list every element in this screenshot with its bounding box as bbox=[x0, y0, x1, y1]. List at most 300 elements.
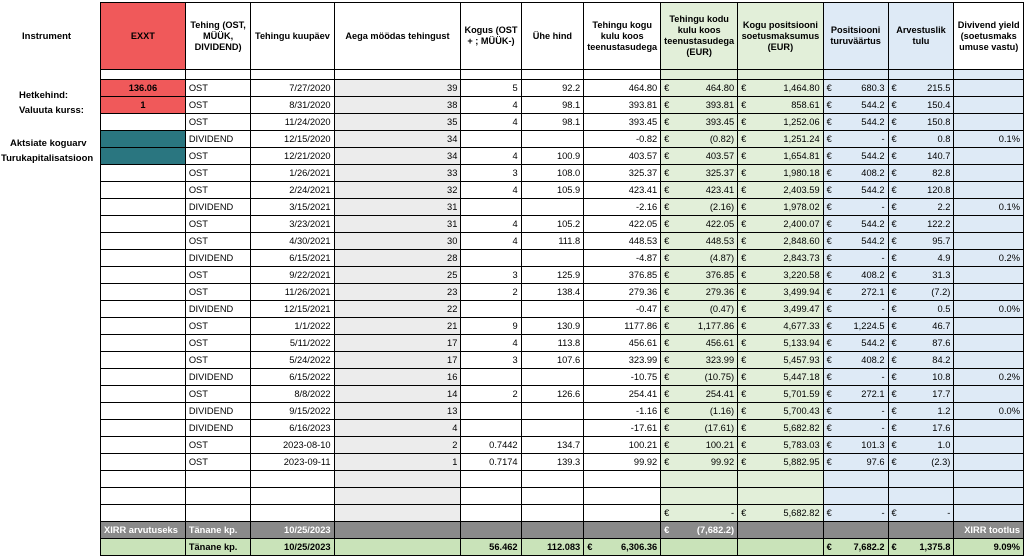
gain-cell[interactable] bbox=[888, 318, 954, 335]
qty-cell[interactable]: 4 bbox=[461, 114, 521, 131]
home-cost-cell[interactable] bbox=[661, 233, 738, 250]
empty-cell[interactable] bbox=[661, 471, 738, 488]
gain-cell[interactable] bbox=[888, 335, 954, 352]
type-cell[interactable]: DIVIDEND bbox=[185, 199, 251, 216]
position-cost-cell[interactable] bbox=[738, 199, 824, 216]
date-cell[interactable]: 5/24/2022 bbox=[251, 352, 334, 369]
empty-cell[interactable] bbox=[888, 522, 954, 539]
yield-cell[interactable] bbox=[954, 352, 1024, 369]
qty-cell[interactable] bbox=[461, 420, 521, 437]
type-cell[interactable]: OST bbox=[185, 386, 251, 403]
yield-cell[interactable] bbox=[954, 148, 1024, 165]
empty-cell[interactable] bbox=[334, 471, 461, 488]
date-cell[interactable]: 6/16/2023 bbox=[251, 420, 334, 437]
xirr-yield-cell[interactable]: 9.09% bbox=[954, 539, 1024, 556]
market-value-cell[interactable] bbox=[823, 505, 888, 522]
position-cost-cell[interactable] bbox=[738, 505, 824, 522]
date-cell[interactable]: 2023-09-11 bbox=[251, 454, 334, 471]
gain-cell[interactable] bbox=[888, 131, 954, 148]
gain-cell[interactable] bbox=[888, 386, 954, 403]
age-cell[interactable]: 32 bbox=[334, 182, 461, 199]
xirr-result-label[interactable]: XIRR tootlus bbox=[954, 522, 1024, 539]
position-cost-cell[interactable] bbox=[738, 250, 824, 267]
total-gain-cell[interactable] bbox=[888, 539, 954, 556]
home-cost-cell[interactable] bbox=[661, 301, 738, 318]
qty-cell[interactable] bbox=[461, 199, 521, 216]
unit-price-cell[interactable]: 111.8 bbox=[521, 233, 584, 250]
total-cost-cell[interactable]: 393.45 bbox=[584, 114, 661, 131]
total-cost-cell[interactable]: 456.61 bbox=[584, 335, 661, 352]
position-cost-cell[interactable] bbox=[738, 216, 824, 233]
date-cell[interactable]: 1/1/2022 bbox=[251, 318, 334, 335]
date-cell[interactable]: 11/26/2021 bbox=[251, 284, 334, 301]
home-cost-cell[interactable] bbox=[661, 182, 738, 199]
yield-cell[interactable] bbox=[954, 437, 1024, 454]
side-cell[interactable] bbox=[101, 267, 186, 284]
position-cost-cell[interactable] bbox=[738, 80, 824, 97]
empty-cell[interactable] bbox=[334, 522, 461, 539]
age-cell[interactable]: 13 bbox=[334, 403, 461, 420]
age-cell[interactable]: 31 bbox=[334, 216, 461, 233]
empty-cell[interactable] bbox=[251, 488, 334, 505]
date-cell[interactable]: 12/21/2020 bbox=[251, 148, 334, 165]
market-value-cell[interactable] bbox=[823, 233, 888, 250]
date-cell[interactable]: 1/26/2021 bbox=[251, 165, 334, 182]
empty-cell[interactable] bbox=[584, 488, 661, 505]
yield-cell[interactable] bbox=[954, 233, 1024, 250]
home-cost-cell[interactable] bbox=[661, 420, 738, 437]
gain-cell[interactable] bbox=[888, 182, 954, 199]
total-qty-cell[interactable]: 56.462 bbox=[461, 539, 521, 556]
empty-cell[interactable] bbox=[101, 488, 186, 505]
market-value-cell[interactable] bbox=[823, 148, 888, 165]
qty-cell[interactable] bbox=[461, 131, 521, 148]
empty-cell[interactable] bbox=[461, 488, 521, 505]
side-cell[interactable] bbox=[101, 182, 186, 199]
side-cell[interactable] bbox=[101, 148, 186, 165]
home-cost-cell[interactable] bbox=[661, 114, 738, 131]
total-cost-cell[interactable] bbox=[584, 539, 661, 556]
market-value-cell[interactable] bbox=[823, 250, 888, 267]
empty-cell[interactable] bbox=[954, 471, 1024, 488]
gain-cell[interactable] bbox=[888, 250, 954, 267]
yield-cell[interactable] bbox=[954, 165, 1024, 182]
type-cell[interactable]: OST bbox=[185, 318, 251, 335]
unit-price-cell[interactable]: 134.7 bbox=[521, 437, 584, 454]
age-cell[interactable]: 34 bbox=[334, 131, 461, 148]
qty-cell[interactable] bbox=[461, 403, 521, 420]
position-cost-cell[interactable] bbox=[738, 165, 824, 182]
date-cell[interactable]: 12/15/2021 bbox=[251, 301, 334, 318]
unit-price-cell[interactable] bbox=[521, 420, 584, 437]
market-value-cell[interactable] bbox=[823, 80, 888, 97]
empty-cell[interactable] bbox=[584, 471, 661, 488]
total-cost-cell[interactable]: 376.85 bbox=[584, 267, 661, 284]
market-value-cell[interactable] bbox=[823, 284, 888, 301]
gain-cell[interactable] bbox=[888, 284, 954, 301]
gain-cell[interactable] bbox=[888, 403, 954, 420]
total-cost-cell[interactable]: 464.80 bbox=[584, 80, 661, 97]
qty-cell[interactable]: 2 bbox=[461, 386, 521, 403]
gain-cell[interactable] bbox=[888, 233, 954, 250]
market-value-cell[interactable] bbox=[823, 403, 888, 420]
side-cell[interactable] bbox=[101, 233, 186, 250]
side-cell[interactable] bbox=[101, 284, 186, 301]
yield-cell[interactable] bbox=[954, 318, 1024, 335]
date-cell[interactable]: 12/15/2020 bbox=[251, 131, 334, 148]
empty-cell[interactable] bbox=[661, 539, 738, 556]
unit-price-cell[interactable]: 130.9 bbox=[521, 318, 584, 335]
total-cost-cell[interactable]: -10.75 bbox=[584, 369, 661, 386]
unit-price-cell[interactable] bbox=[521, 199, 584, 216]
total-cost-cell[interactable]: 423.41 bbox=[584, 182, 661, 199]
empty-cell[interactable] bbox=[823, 488, 888, 505]
empty-cell[interactable] bbox=[185, 471, 251, 488]
total-cost-cell[interactable]: 393.81 bbox=[584, 97, 661, 114]
unit-price-cell[interactable]: 105.2 bbox=[521, 216, 584, 233]
age-cell[interactable]: 1 bbox=[334, 454, 461, 471]
type-cell[interactable]: OST bbox=[185, 80, 251, 97]
age-cell[interactable]: 34 bbox=[334, 148, 461, 165]
total-cost-cell[interactable]: 279.36 bbox=[584, 284, 661, 301]
position-cost-cell[interactable] bbox=[738, 182, 824, 199]
position-cost-cell[interactable] bbox=[738, 454, 824, 471]
market-value-cell[interactable] bbox=[823, 369, 888, 386]
home-cost-cell[interactable] bbox=[661, 403, 738, 420]
market-value-cell[interactable] bbox=[823, 420, 888, 437]
empty-cell[interactable] bbox=[185, 488, 251, 505]
market-value-cell[interactable] bbox=[823, 165, 888, 182]
today-date[interactable]: 10/25/2023 bbox=[251, 522, 334, 539]
total-cost-cell[interactable]: -1.16 bbox=[584, 403, 661, 420]
empty-cell[interactable] bbox=[334, 70, 461, 80]
side-cell[interactable] bbox=[101, 420, 186, 437]
yield-cell[interactable]: 0.0% bbox=[954, 403, 1024, 420]
home-cost-cell[interactable] bbox=[661, 318, 738, 335]
yield-cell[interactable] bbox=[954, 267, 1024, 284]
empty-cell[interactable] bbox=[461, 471, 521, 488]
type-cell[interactable]: OST bbox=[185, 216, 251, 233]
empty-cell[interactable] bbox=[251, 70, 334, 80]
avg-price-cell[interactable]: 112.083 bbox=[521, 539, 584, 556]
unit-price-cell[interactable]: 107.6 bbox=[521, 352, 584, 369]
unit-price-cell[interactable]: 139.3 bbox=[521, 454, 584, 471]
ticker-cell[interactable]: EXXT bbox=[101, 3, 186, 70]
age-cell[interactable]: 33 bbox=[334, 165, 461, 182]
home-cost-cell[interactable] bbox=[661, 284, 738, 301]
gain-cell[interactable] bbox=[888, 165, 954, 182]
empty-cell[interactable] bbox=[521, 471, 584, 488]
empty-cell[interactable] bbox=[954, 70, 1024, 80]
empty-cell[interactable] bbox=[738, 70, 824, 80]
column-header[interactable]: Kogus (OST + ; MÜÜK-) bbox=[461, 3, 521, 70]
side-cell[interactable]: 136.06 bbox=[101, 80, 186, 97]
xirr-label[interactable]: XIRR arvutuseks bbox=[101, 522, 186, 539]
total-cost-cell[interactable]: 1177.86 bbox=[584, 318, 661, 335]
type-cell[interactable]: OST bbox=[185, 437, 251, 454]
position-cost-cell[interactable] bbox=[738, 301, 824, 318]
home-cost-cell[interactable] bbox=[661, 148, 738, 165]
side-cell[interactable] bbox=[101, 403, 186, 420]
qty-cell[interactable]: 2 bbox=[461, 284, 521, 301]
gain-cell[interactable] bbox=[888, 369, 954, 386]
empty-cell[interactable] bbox=[101, 505, 186, 522]
gain-cell[interactable] bbox=[888, 505, 954, 522]
age-cell[interactable]: 4 bbox=[334, 420, 461, 437]
market-value-cell[interactable] bbox=[823, 199, 888, 216]
empty-cell[interactable] bbox=[521, 505, 584, 522]
age-cell[interactable]: 22 bbox=[334, 301, 461, 318]
date-cell[interactable]: 2023-08-10 bbox=[251, 437, 334, 454]
type-cell[interactable]: OST bbox=[185, 97, 251, 114]
total-cost-cell[interactable]: 403.57 bbox=[584, 148, 661, 165]
empty-cell[interactable] bbox=[101, 539, 186, 556]
yield-cell[interactable] bbox=[954, 284, 1024, 301]
yield-cell[interactable] bbox=[954, 386, 1024, 403]
column-header[interactable]: Ühe hind bbox=[521, 3, 584, 70]
home-cost-cell[interactable] bbox=[661, 250, 738, 267]
home-cost-cell[interactable] bbox=[661, 352, 738, 369]
position-cost-cell[interactable] bbox=[738, 148, 824, 165]
total-cost-cell[interactable]: 99.92 bbox=[584, 454, 661, 471]
yield-cell[interactable]: 0.1% bbox=[954, 199, 1024, 216]
market-value-cell[interactable] bbox=[823, 454, 888, 471]
type-cell[interactable]: DIVIDEND bbox=[185, 131, 251, 148]
gain-cell[interactable] bbox=[888, 216, 954, 233]
age-cell[interactable]: 30 bbox=[334, 233, 461, 250]
market-value-cell[interactable] bbox=[823, 437, 888, 454]
empty-cell[interactable] bbox=[823, 471, 888, 488]
column-header[interactable]: Tehingu kogu kulu koos teenustasudega bbox=[584, 3, 661, 70]
column-header[interactable]: Divivend yield (soetusmaks umuse vastu) bbox=[954, 3, 1024, 70]
total-cost-cell[interactable]: -4.87 bbox=[584, 250, 661, 267]
total-cost-cell[interactable]: 448.53 bbox=[584, 233, 661, 250]
empty-cell[interactable] bbox=[461, 522, 521, 539]
empty-cell[interactable] bbox=[888, 70, 954, 80]
side-cell[interactable] bbox=[101, 114, 186, 131]
side-cell[interactable] bbox=[101, 301, 186, 318]
empty-cell[interactable] bbox=[101, 471, 186, 488]
empty-cell[interactable] bbox=[954, 505, 1024, 522]
side-cell[interactable] bbox=[101, 216, 186, 233]
total-cost-cell[interactable]: 422.05 bbox=[584, 216, 661, 233]
type-cell[interactable]: DIVIDEND bbox=[185, 250, 251, 267]
empty-cell[interactable] bbox=[334, 488, 461, 505]
empty-cell[interactable] bbox=[738, 488, 824, 505]
market-value-cell[interactable] bbox=[823, 216, 888, 233]
unit-price-cell[interactable]: 108.0 bbox=[521, 165, 584, 182]
market-value-cell[interactable] bbox=[823, 97, 888, 114]
position-cost-cell[interactable] bbox=[738, 284, 824, 301]
home-cost-cell[interactable] bbox=[661, 505, 738, 522]
side-cell[interactable]: 1 bbox=[101, 97, 186, 114]
empty-cell[interactable] bbox=[661, 488, 738, 505]
age-cell[interactable]: 2 bbox=[334, 437, 461, 454]
gain-cell[interactable] bbox=[888, 301, 954, 318]
qty-cell[interactable]: 3 bbox=[461, 267, 521, 284]
side-cell[interactable] bbox=[101, 352, 186, 369]
home-cost-cell[interactable] bbox=[661, 267, 738, 284]
market-value-cell[interactable] bbox=[823, 335, 888, 352]
unit-price-cell[interactable] bbox=[521, 301, 584, 318]
age-cell[interactable]: 39 bbox=[334, 80, 461, 97]
total-cost-cell[interactable]: 325.37 bbox=[584, 165, 661, 182]
position-cost-cell[interactable] bbox=[738, 386, 824, 403]
empty-cell[interactable] bbox=[251, 471, 334, 488]
empty-cell[interactable] bbox=[738, 522, 824, 539]
type-cell[interactable]: DIVIDEND bbox=[185, 301, 251, 318]
yield-cell[interactable] bbox=[954, 216, 1024, 233]
home-cost-cell[interactable] bbox=[661, 386, 738, 403]
empty-cell[interactable] bbox=[101, 70, 186, 80]
unit-price-cell[interactable]: 98.1 bbox=[521, 114, 584, 131]
date-cell[interactable]: 6/15/2022 bbox=[251, 369, 334, 386]
type-cell[interactable]: DIVIDEND bbox=[185, 420, 251, 437]
home-cost-cell[interactable] bbox=[661, 454, 738, 471]
qty-cell[interactable] bbox=[461, 250, 521, 267]
qty-cell[interactable]: 4 bbox=[461, 216, 521, 233]
market-value-cell[interactable] bbox=[823, 386, 888, 403]
gain-cell[interactable] bbox=[888, 437, 954, 454]
date-cell[interactable]: 9/15/2022 bbox=[251, 403, 334, 420]
date-cell[interactable]: 2/24/2021 bbox=[251, 182, 334, 199]
unit-price-cell[interactable]: 138.4 bbox=[521, 284, 584, 301]
empty-cell[interactable] bbox=[461, 505, 521, 522]
gain-cell[interactable] bbox=[888, 114, 954, 131]
yield-cell[interactable]: 0.0% bbox=[954, 301, 1024, 318]
date-cell[interactable]: 7/27/2020 bbox=[251, 80, 334, 97]
home-cost-cell[interactable] bbox=[661, 437, 738, 454]
total-cost-cell[interactable]: -17.61 bbox=[584, 420, 661, 437]
column-header[interactable]: Aega möödas tehingust bbox=[334, 3, 461, 70]
total-cost-cell[interactable]: -0.82 bbox=[584, 131, 661, 148]
gain-cell[interactable] bbox=[888, 199, 954, 216]
today-date[interactable]: 10/25/2023 bbox=[251, 539, 334, 556]
unit-price-cell[interactable]: 98.1 bbox=[521, 97, 584, 114]
position-cost-cell[interactable] bbox=[738, 437, 824, 454]
today-label[interactable]: Tänane kp. bbox=[185, 522, 251, 539]
side-cell[interactable] bbox=[101, 386, 186, 403]
position-cost-cell[interactable] bbox=[738, 267, 824, 284]
age-cell[interactable]: 31 bbox=[334, 199, 461, 216]
side-cell[interactable] bbox=[101, 318, 186, 335]
home-cost-cell[interactable] bbox=[661, 369, 738, 386]
side-cell[interactable] bbox=[101, 165, 186, 182]
total-cost-cell[interactable]: -0.47 bbox=[584, 301, 661, 318]
age-cell[interactable]: 17 bbox=[334, 335, 461, 352]
xirr-amount-cell[interactable] bbox=[661, 522, 738, 539]
type-cell[interactable]: OST bbox=[185, 165, 251, 182]
qty-cell[interactable]: 0.7442 bbox=[461, 437, 521, 454]
market-value-cell[interactable] bbox=[823, 182, 888, 199]
age-cell[interactable]: 14 bbox=[334, 386, 461, 403]
column-header[interactable]: Kogu positsiooni soetusmaksumus (EUR) bbox=[738, 3, 824, 70]
yield-cell[interactable] bbox=[954, 420, 1024, 437]
type-cell[interactable]: OST bbox=[185, 352, 251, 369]
type-cell[interactable]: OST bbox=[185, 335, 251, 352]
type-cell[interactable]: OST bbox=[185, 284, 251, 301]
qty-cell[interactable]: 4 bbox=[461, 182, 521, 199]
empty-cell[interactable] bbox=[823, 70, 888, 80]
empty-cell[interactable] bbox=[334, 505, 461, 522]
market-value-cell[interactable] bbox=[823, 131, 888, 148]
yield-cell[interactable] bbox=[954, 182, 1024, 199]
position-cost-cell[interactable] bbox=[738, 369, 824, 386]
column-header[interactable]: Positsiooni turuväärtus bbox=[823, 3, 888, 70]
empty-cell[interactable] bbox=[521, 522, 584, 539]
empty-cell[interactable] bbox=[888, 488, 954, 505]
gain-cell[interactable] bbox=[888, 420, 954, 437]
home-cost-cell[interactable] bbox=[661, 97, 738, 114]
type-cell[interactable]: OST bbox=[185, 233, 251, 250]
yield-cell[interactable] bbox=[954, 80, 1024, 97]
type-cell[interactable]: DIVIDEND bbox=[185, 403, 251, 420]
total-cost-cell[interactable]: -2.16 bbox=[584, 199, 661, 216]
position-cost-cell[interactable] bbox=[738, 403, 824, 420]
qty-cell[interactable]: 0.7174 bbox=[461, 454, 521, 471]
market-value-cell[interactable] bbox=[823, 114, 888, 131]
type-cell[interactable]: OST bbox=[185, 114, 251, 131]
side-cell[interactable] bbox=[101, 369, 186, 386]
empty-cell[interactable] bbox=[888, 471, 954, 488]
home-cost-cell[interactable] bbox=[661, 80, 738, 97]
empty-cell[interactable] bbox=[521, 488, 584, 505]
age-cell[interactable]: 21 bbox=[334, 318, 461, 335]
unit-price-cell[interactable]: 125.9 bbox=[521, 267, 584, 284]
market-value-cell[interactable] bbox=[823, 267, 888, 284]
date-cell[interactable]: 6/15/2021 bbox=[251, 250, 334, 267]
yield-cell[interactable] bbox=[954, 335, 1024, 352]
date-cell[interactable]: 4/30/2021 bbox=[251, 233, 334, 250]
yield-cell[interactable] bbox=[954, 97, 1024, 114]
age-cell[interactable]: 28 bbox=[334, 250, 461, 267]
date-cell[interactable]: 3/23/2021 bbox=[251, 216, 334, 233]
side-cell[interactable] bbox=[101, 250, 186, 267]
position-cost-cell[interactable] bbox=[738, 233, 824, 250]
empty-cell[interactable] bbox=[823, 522, 888, 539]
qty-cell[interactable]: 9 bbox=[461, 318, 521, 335]
unit-price-cell[interactable]: 100.9 bbox=[521, 148, 584, 165]
home-cost-cell[interactable] bbox=[661, 335, 738, 352]
unit-price-cell[interactable]: 113.8 bbox=[521, 335, 584, 352]
age-cell[interactable]: 23 bbox=[334, 284, 461, 301]
column-header[interactable]: Tehingu kodu kulu koos teenustasudega (EUR) bbox=[661, 3, 738, 70]
type-cell[interactable]: OST bbox=[185, 267, 251, 284]
market-value-cell[interactable] bbox=[823, 301, 888, 318]
gain-cell[interactable] bbox=[888, 148, 954, 165]
date-cell[interactable]: 3/15/2021 bbox=[251, 199, 334, 216]
empty-cell[interactable] bbox=[738, 539, 824, 556]
empty-cell[interactable] bbox=[584, 70, 661, 80]
position-cost-cell[interactable] bbox=[738, 97, 824, 114]
age-cell[interactable]: 16 bbox=[334, 369, 461, 386]
qty-cell[interactable] bbox=[461, 369, 521, 386]
position-cost-cell[interactable] bbox=[738, 318, 824, 335]
yield-cell[interactable]: 0.2% bbox=[954, 369, 1024, 386]
date-cell[interactable]: 8/8/2022 bbox=[251, 386, 334, 403]
type-cell[interactable]: OST bbox=[185, 182, 251, 199]
home-cost-cell[interactable] bbox=[661, 131, 738, 148]
empty-cell[interactable] bbox=[334, 539, 461, 556]
unit-price-cell[interactable] bbox=[521, 131, 584, 148]
date-cell[interactable]: 9/22/2021 bbox=[251, 267, 334, 284]
position-cost-cell[interactable] bbox=[738, 131, 824, 148]
qty-cell[interactable]: 4 bbox=[461, 148, 521, 165]
home-cost-cell[interactable] bbox=[661, 165, 738, 182]
home-cost-cell[interactable] bbox=[661, 199, 738, 216]
empty-cell[interactable] bbox=[461, 70, 521, 80]
date-cell[interactable]: 11/24/2020 bbox=[251, 114, 334, 131]
